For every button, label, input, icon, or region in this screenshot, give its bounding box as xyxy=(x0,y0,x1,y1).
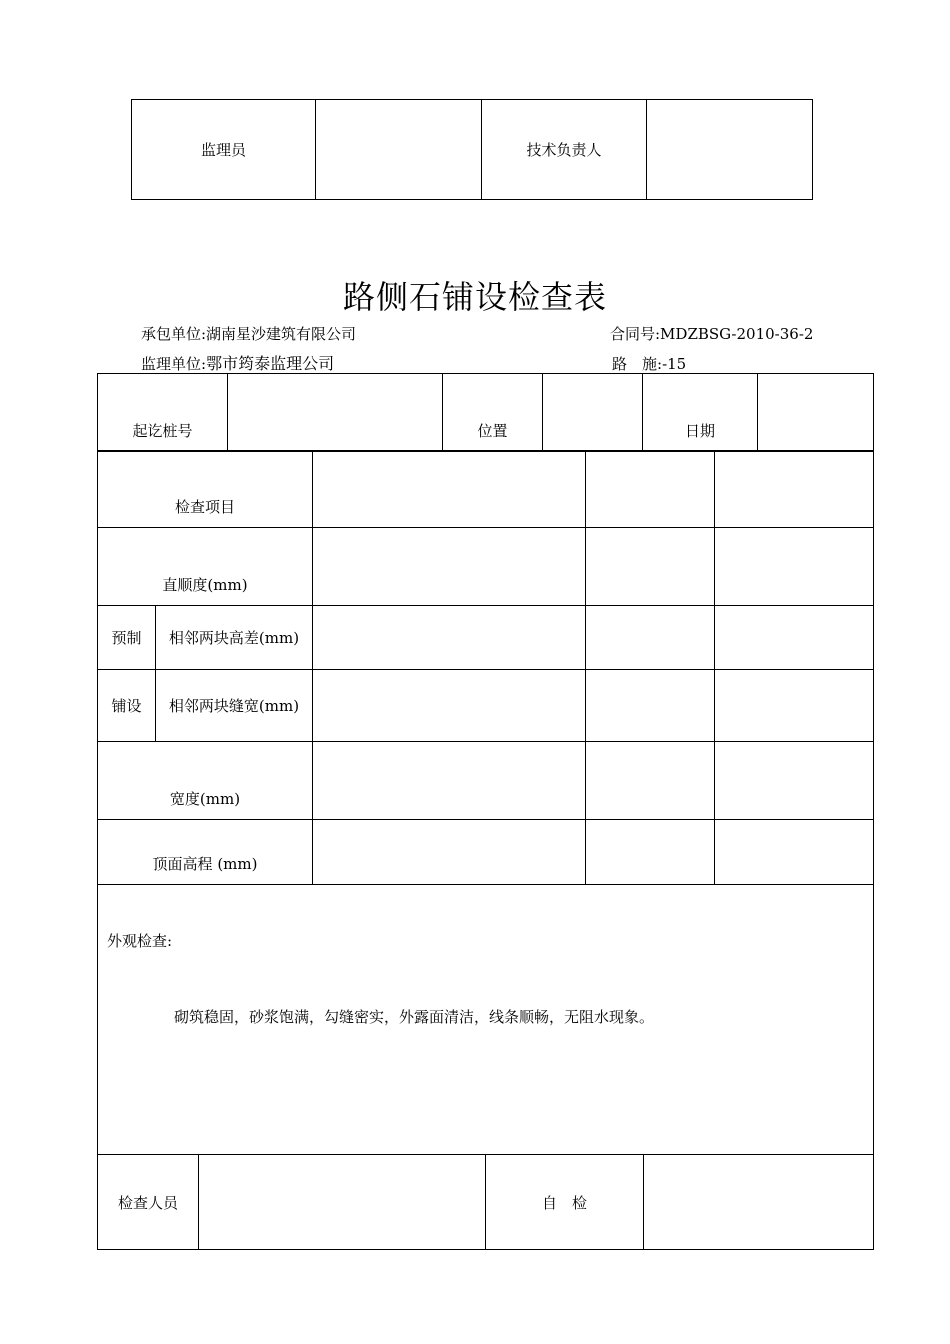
page-title: 路侧石铺设检查表 xyxy=(342,278,607,316)
supervisor-label: 监理员 xyxy=(132,100,316,200)
supervision-unit-name: 鄂市筠泰监理公司 xyxy=(206,354,335,373)
value-cell[interactable] xyxy=(715,670,874,742)
self-check-signature-cell[interactable] xyxy=(644,1155,874,1250)
road-label: 路 施: xyxy=(612,355,663,373)
table-row xyxy=(98,742,874,820)
top-elevation-label: 顶面高程 (mm) xyxy=(98,820,313,885)
value-cell[interactable] xyxy=(586,528,715,606)
position-label: 位置 xyxy=(443,374,543,452)
station-row-table xyxy=(97,373,874,452)
value-cell[interactable] xyxy=(313,820,586,885)
supervisor-signature-cell[interactable] xyxy=(316,100,482,200)
contractor-info: 承包单位:湖南星沙建筑有限公司 xyxy=(141,325,357,343)
value-cell[interactable] xyxy=(715,606,874,670)
supervision-unit xyxy=(141,351,334,374)
supervision-unit-label: 监理单位: xyxy=(141,355,207,373)
contract-number: 合同号:MDZBSG-2010-36-2 xyxy=(610,325,814,343)
inspector-table xyxy=(97,1154,874,1250)
value-cell[interactable] xyxy=(313,742,586,820)
table-row xyxy=(98,606,874,670)
road-info xyxy=(612,353,686,374)
appearance-label: 外观检查: xyxy=(107,932,173,950)
straightness-label: 直顺度(mm) xyxy=(98,528,313,606)
signature-table xyxy=(131,99,813,200)
inspector-label: 检查人员 xyxy=(98,1155,199,1250)
precast-label-2: 铺设 xyxy=(98,670,156,742)
date-input-cell[interactable] xyxy=(758,374,874,452)
item-label: 检查项目 xyxy=(98,451,313,528)
table-row xyxy=(98,820,874,885)
appearance-text: 砌筑稳固，砂浆饱满，勾缝密实，外露面清洁，线条顺畅，无阻水现象。 xyxy=(174,1008,655,1026)
width-label: 宽度(mm) xyxy=(98,742,313,820)
value-cell[interactable] xyxy=(313,670,586,742)
tech-lead-label: 技术负责人 xyxy=(482,100,647,200)
station-input-cell[interactable] xyxy=(228,374,443,452)
road-value: -15 xyxy=(662,355,687,373)
inspection-table xyxy=(97,450,874,1155)
table-row xyxy=(98,670,874,742)
value-cell[interactable] xyxy=(715,451,874,528)
value-cell[interactable] xyxy=(586,670,715,742)
tech-lead-signature-cell[interactable] xyxy=(647,100,813,200)
value-cell[interactable] xyxy=(313,451,586,528)
adjacent-height-label: 相邻两块高差(mm) xyxy=(156,606,313,670)
value-cell[interactable] xyxy=(586,606,715,670)
value-cell[interactable] xyxy=(586,451,715,528)
position-input-cell[interactable] xyxy=(543,374,643,452)
value-cell[interactable] xyxy=(715,528,874,606)
table-row xyxy=(98,528,874,606)
value-cell[interactable] xyxy=(313,606,586,670)
value-cell[interactable] xyxy=(313,528,586,606)
station-label: 起讫桩号 xyxy=(98,374,228,452)
date-label: 日期 xyxy=(643,374,758,452)
adjacent-gap-label: 相邻两块缝宽(mm) xyxy=(156,670,313,742)
value-cell[interactable] xyxy=(586,820,715,885)
value-cell[interactable] xyxy=(715,820,874,885)
value-cell[interactable] xyxy=(715,742,874,820)
self-check-label: 自 检 xyxy=(486,1155,644,1250)
precast-label-1: 预制 xyxy=(98,606,156,670)
value-cell[interactable] xyxy=(586,742,715,820)
table-row xyxy=(98,451,874,528)
inspector-signature-cell[interactable] xyxy=(199,1155,486,1250)
